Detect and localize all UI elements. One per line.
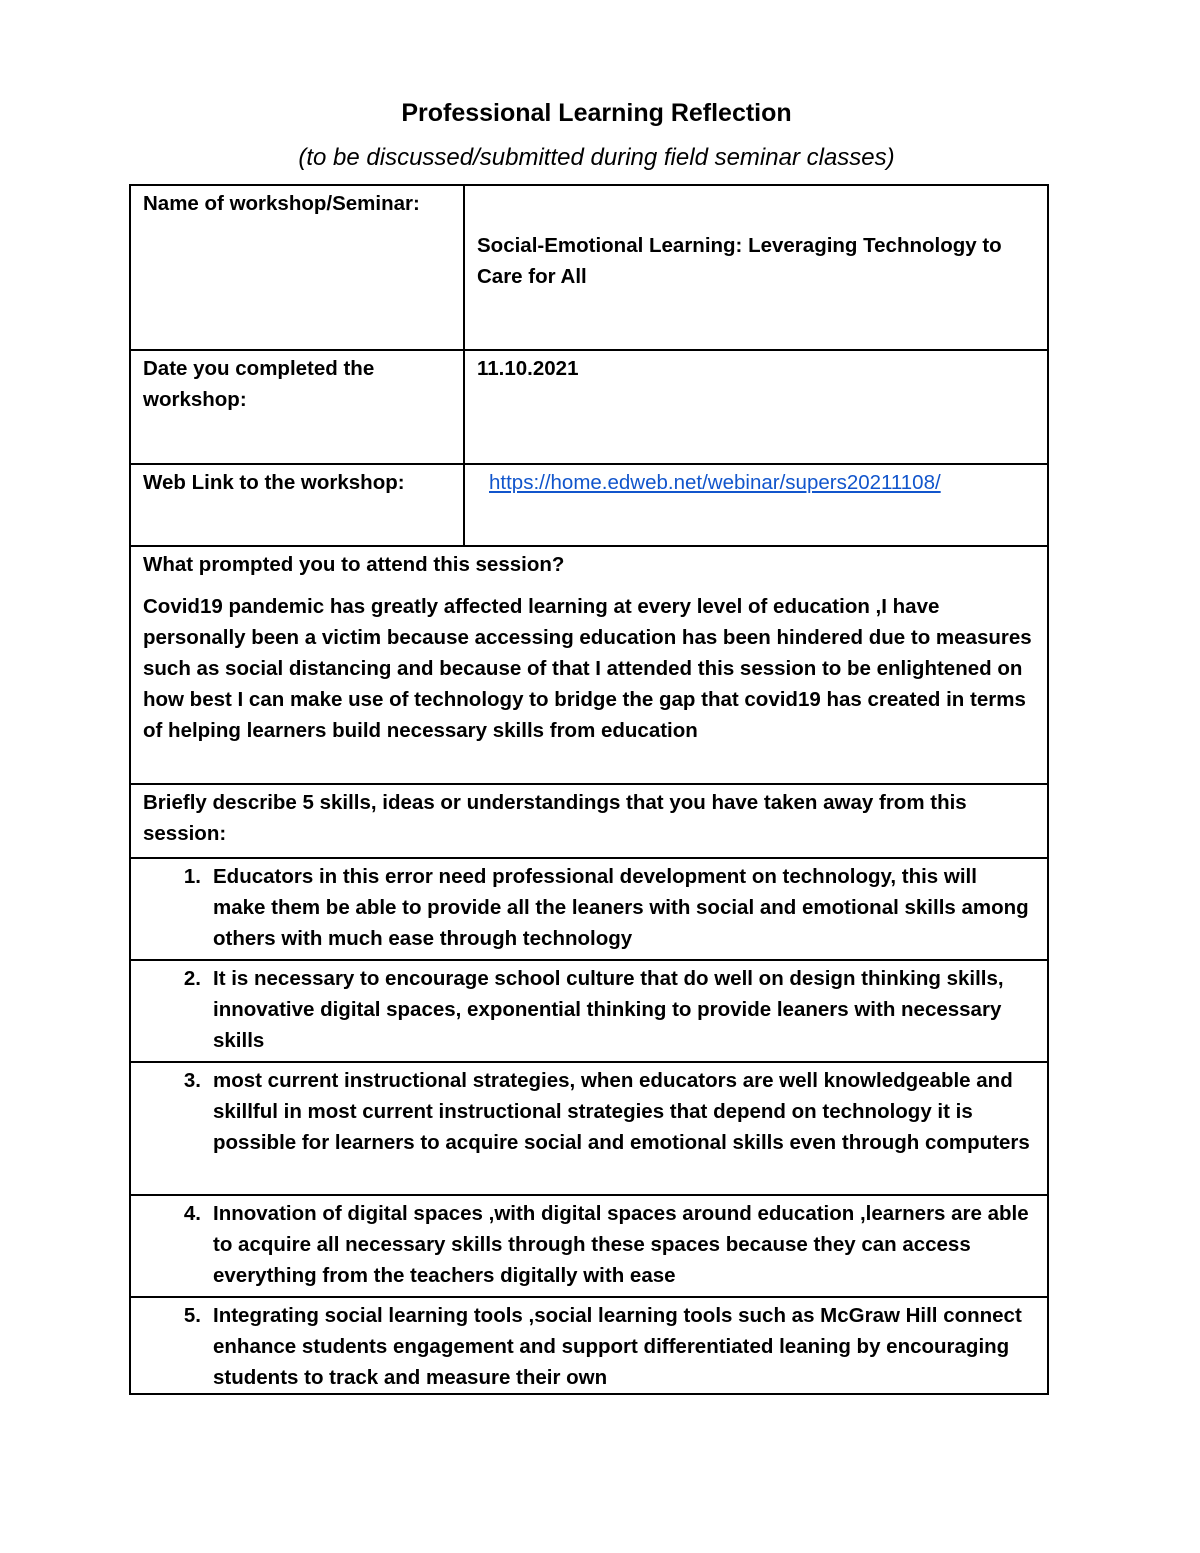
skill-row-4 — [130, 1195, 1048, 1297]
list-item — [143, 963, 1035, 1056]
date-value-cell — [464, 350, 1048, 464]
link-label-cell — [130, 464, 464, 546]
link-label: Web Link to the workshop: — [143, 471, 405, 494]
workshop-value-cell — [464, 185, 1048, 350]
prompt-question: What prompted you to attend this session? — [143, 553, 565, 576]
list-text: It is necessary to encourage school culture that do well on design thinking skills, innovative digital spaces, exponential thinking to provide leaners with necessary skills — [213, 967, 1004, 1052]
skills-question-cell — [130, 784, 1048, 858]
skill-cell-2 — [130, 960, 1048, 1062]
list-item — [143, 861, 1035, 954]
date-row — [130, 350, 1048, 464]
list-text: Educators in this error need professional development on technology, this will make them be able to provide all the leaners with social and emotional skills among others with much ease through technology — [213, 865, 1029, 950]
skills-question-row — [130, 784, 1048, 858]
list-number: 3. — [183, 1069, 201, 1092]
skill-row-2 — [130, 960, 1048, 1062]
skill-cell-3 — [130, 1062, 1048, 1195]
list-item — [143, 1198, 1035, 1291]
skill-cell-4 — [130, 1195, 1048, 1297]
date-label: Date you completed the workshop: — [143, 357, 375, 411]
workshop-value: Social-Emotional Learning: Leveraging Technology to Care for All — [477, 234, 1002, 288]
list-item — [143, 1300, 1035, 1393]
skill-cell-1 — [130, 858, 1048, 960]
prompt-cell — [130, 546, 1048, 784]
skill-row-3 — [130, 1062, 1048, 1195]
workshop-row — [130, 185, 1048, 350]
list-number: 5. — [183, 1304, 201, 1327]
link-row — [130, 464, 1048, 546]
workshop-web-link[interactable]: https://home.edweb.net/webinar/supers20211108/ — [489, 471, 941, 494]
list-text: most current instructional strategies, when educators are well knowledgeable and skillful in most current instructional strategies that depend on technology it is possible for learners to acquire social and emotional skills even through computers — [213, 1069, 1030, 1154]
link-value-cell — [464, 464, 1048, 546]
page-title: Professional Learning Reflection — [401, 99, 792, 127]
list-number: 2. — [183, 967, 201, 990]
workshop-label: Name of workshop/Seminar: — [143, 192, 420, 215]
list-text: Integrating social learning tools ,social learning tools such as McGraw Hill connect enhance students engagement and support differentiated leaning by encouraging students to track and measure their own — [213, 1304, 1022, 1389]
skill-row-1 — [130, 858, 1048, 960]
skill-row-5 — [130, 1297, 1048, 1394]
reflection-form-table — [129, 184, 1049, 1395]
list-text: Innovation of digital spaces ,with digital spaces around education ,learners are able to acquire all necessary skills through these spaces because they can access everything from the teachers digitally with ease — [213, 1202, 1029, 1287]
workshop-label-cell — [130, 185, 464, 350]
list-number: 4. — [183, 1202, 201, 1225]
date-value: 11.10.2021 — [477, 357, 579, 380]
page-subtitle: (to be discussed/submitted during field seminar classes) — [298, 144, 895, 171]
skills-question: Briefly describe 5 skills, ideas or understandings that you have taken away from this session: — [143, 791, 967, 845]
list-item — [143, 1065, 1035, 1158]
date-label-cell — [130, 350, 464, 464]
list-number: 1. — [183, 865, 201, 888]
skill-cell-5 — [130, 1297, 1048, 1394]
prompt-row — [130, 546, 1048, 784]
prompt-answer: Covid19 pandemic has greatly affected learning at every level of education ,I have personally been a victim because accessing education has been hindered due to measures such as social distancing and because of that I attended this session to be enlightened on how best I can make use of technology to bridge the gap that covid19 has created in terms of helping learners build necessary skills from education — [143, 595, 1032, 742]
